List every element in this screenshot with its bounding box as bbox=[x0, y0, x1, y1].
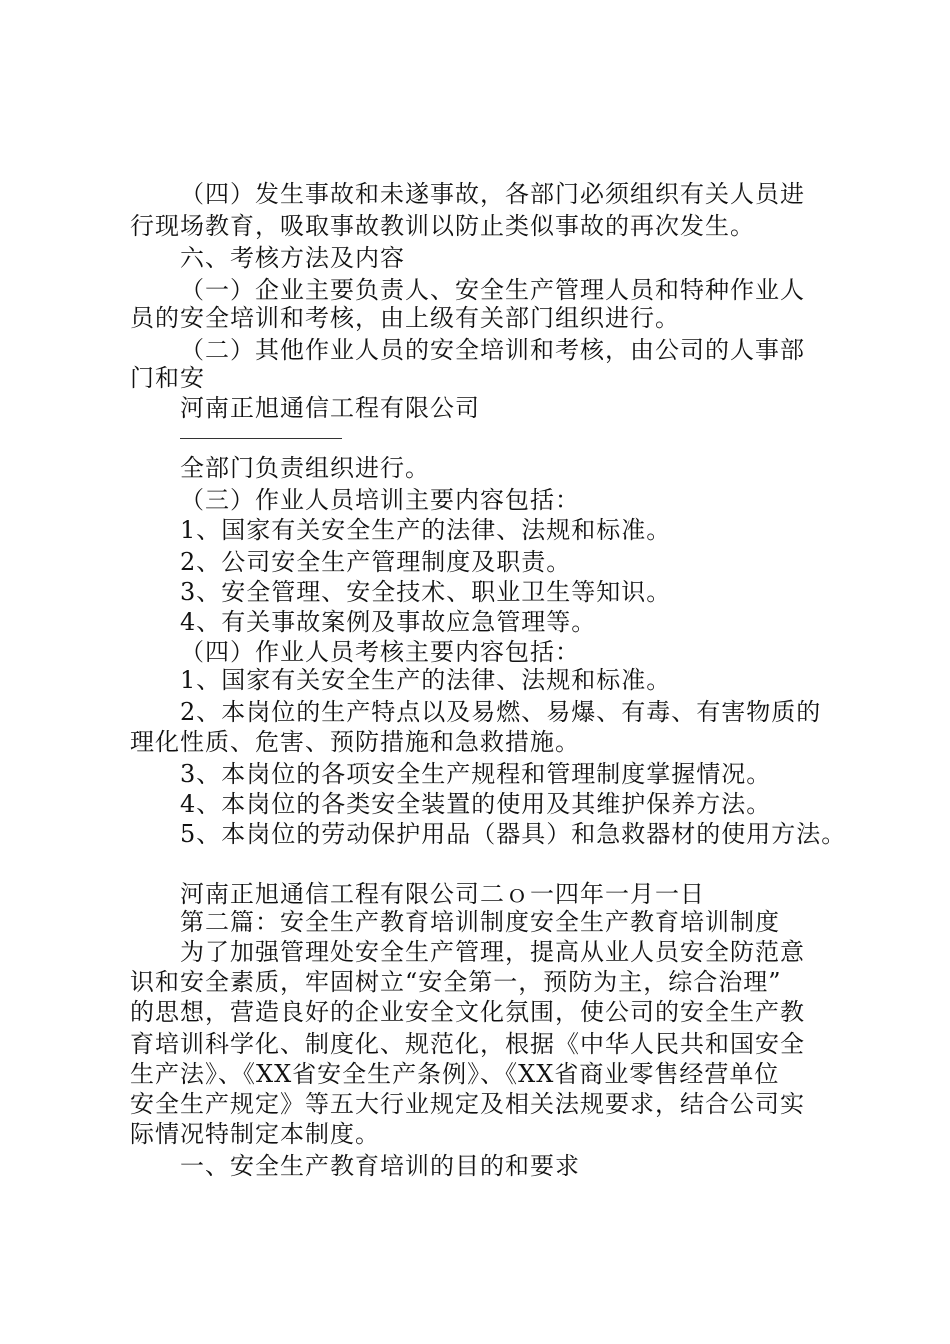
paragraph-line: 员的安全培训和考核，由上级有关部门组织进行。 bbox=[130, 304, 680, 332]
list-item: 5、本岗位的劳动保护用品（器具）和急救器材的使用方法。 bbox=[180, 820, 847, 848]
list-item: 4、有关事故案例及事故应急管理等。 bbox=[180, 608, 597, 636]
list-item: 2、公司安全生产管理制度及职责。 bbox=[180, 548, 572, 576]
paragraph-line: 安全生产规定》等五大行业规定及相关法规要求，结合公司实 bbox=[130, 1090, 805, 1118]
section-heading: 六、考核方法及内容 bbox=[180, 244, 405, 272]
list-item: 1、国家有关安全生产的法律、法规和标准。 bbox=[180, 666, 672, 694]
paragraph-line: 行现场教育，吸取事故教训以防止类似事故的再次发生。 bbox=[130, 212, 755, 240]
paragraph-line: 全部门负责组织进行。 bbox=[180, 454, 430, 482]
paragraph-line: （四）发生事故和未遂事故，各部门必须组织有关人员进 bbox=[180, 180, 805, 208]
paragraph-line: 生产法》、《XX省安全生产条例》、《XX省商业零售经营单位 bbox=[130, 1060, 780, 1088]
list-item: 1、国家有关安全生产的法律、法规和标准。 bbox=[180, 516, 672, 544]
paragraph-line: （二）其他作业人员的安全培训和考核，由公司的人事部 bbox=[180, 336, 805, 364]
section-heading: 一、安全生产教育培训的目的和要求 bbox=[180, 1152, 580, 1180]
paragraph-line: （一）企业主要负责人、安全生产管理人员和特种作业人 bbox=[180, 276, 805, 304]
company-name-header: 河南正旭通信工程有限公司 bbox=[180, 394, 480, 422]
list-item: 3、本岗位的各项安全生产规程和管理制度掌握情况。 bbox=[180, 760, 772, 788]
list-item-continuation: 理化性质、危害、预防措施和急救措施。 bbox=[130, 728, 580, 756]
chapter-title: 第二篇：安全生产教育培训制度安全生产教育培训制度 bbox=[180, 908, 780, 936]
paragraph-line: 的思想，营造良好的企业安全文化氛围，使公司的安全生产教 bbox=[130, 998, 805, 1026]
list-item: 4、本岗位的各类安全装置的使用及其维护保养方法。 bbox=[180, 790, 772, 818]
paragraph-line: 际情况特制定本制度。 bbox=[130, 1120, 380, 1148]
list-heading: （四）作业人员考核主要内容包括： bbox=[180, 638, 580, 666]
header-divider bbox=[180, 438, 342, 439]
signature-date-line: 河南正旭通信工程有限公司二ｏ一四年一月一日 bbox=[180, 880, 705, 908]
list-item: 3、安全管理、安全技术、职业卫生等知识。 bbox=[180, 578, 672, 606]
paragraph-line: 识和安全素质，牢固树立“安全第一，预防为主，综合治理” bbox=[130, 968, 782, 996]
paragraph-line: 育培训科学化、制度化、规范化，根据《中华人民共和国安全 bbox=[130, 1030, 805, 1058]
paragraph-line: 为了加强管理处安全生产管理，提高从业人员安全防范意 bbox=[180, 938, 805, 966]
paragraph-line: 门和安 bbox=[130, 364, 205, 392]
list-item: 2、本岗位的生产特点以及易燃、易爆、有毒、有害物质的 bbox=[180, 698, 822, 726]
list-heading: （三）作业人员培训主要内容包括： bbox=[180, 486, 580, 514]
